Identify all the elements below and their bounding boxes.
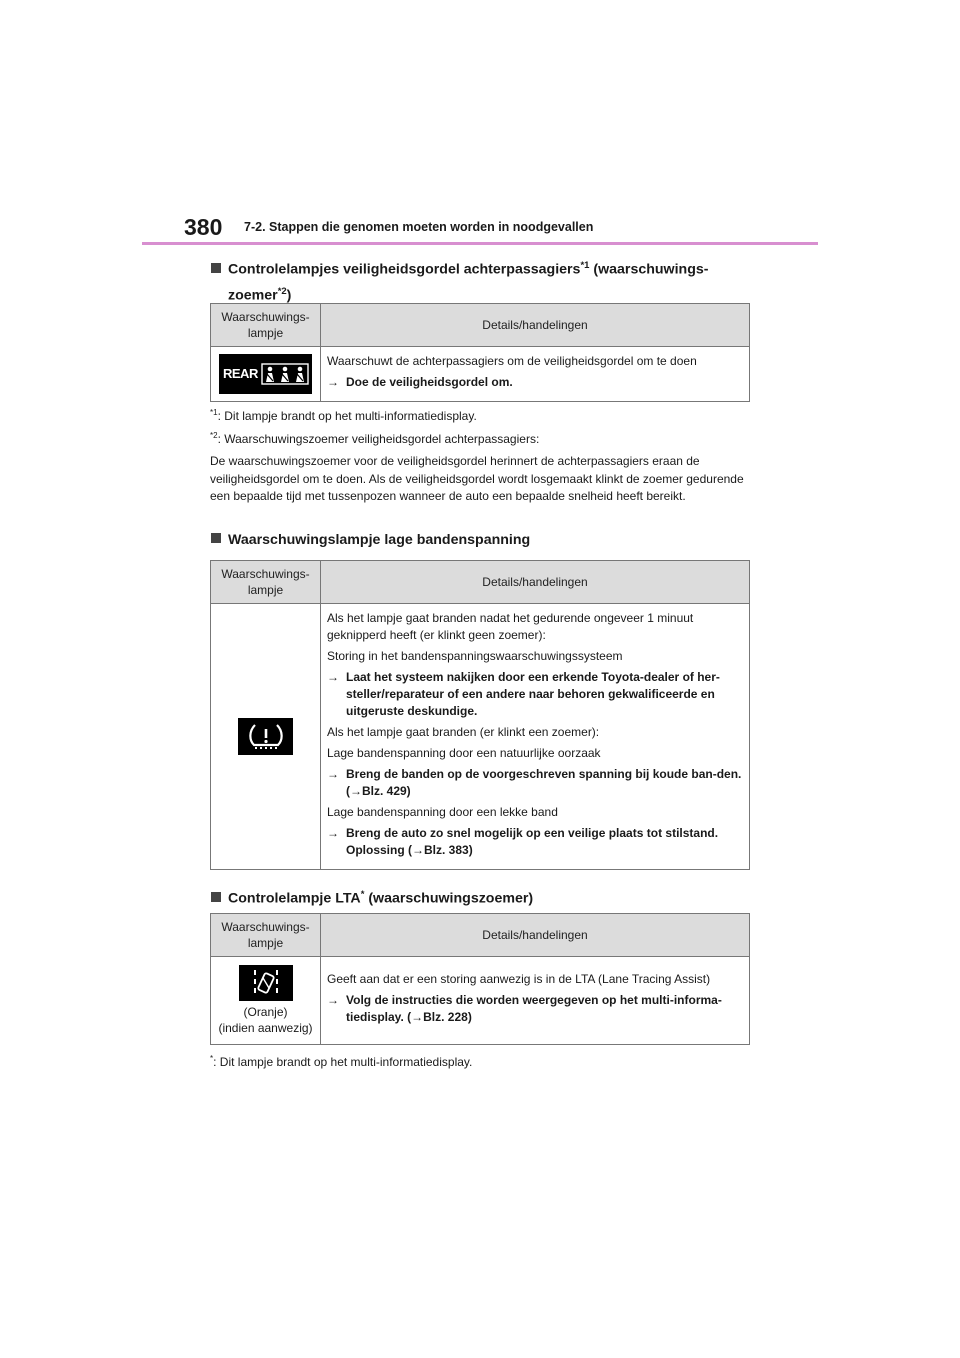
bullet-square-icon (211, 263, 221, 273)
detail-text: Waarschuwt de achterpassagiers om de veiligheidsgordel om te doen (327, 354, 697, 368)
col-header-lamp: Waarschuwings- lampje (211, 304, 321, 347)
col-header-lamp: Waarschuwings- lampje (211, 914, 321, 957)
action-item: → Doe de veiligheidsgordel om. (327, 375, 513, 389)
arrow-icon: → (327, 375, 339, 389)
page-number: 380 (184, 214, 223, 240)
footnote-lta: *: Dit lampje brandt op het multi-informatiedisplay. (210, 1054, 473, 1069)
col-header-lamp: Waarschuwings- lampje (211, 561, 321, 604)
lamp-color-caption: (Oranje) (243, 1005, 288, 1019)
buzzer-description: De waarschuwingszoemer voor de veiligheidsgordel herinnert de achterpassagiers eraan de veiligheidsgordel om te doen. Als de veiligheidsgordel wordt losgemaakt klinkt de zoemer gedurende een bepaalde tijd met tussenpozen wanneer de auto een bepaalde snelheid heeft bereikt. (210, 454, 744, 503)
rear-seatbelt-warning-icon: REAR (219, 354, 312, 394)
col-header-details: Details/handelingen (321, 914, 750, 957)
lta-table (210, 913, 750, 1045)
chapter-title: 7-2. Stappen die genomen moeten worden in noodgevallen (244, 220, 594, 234)
col-header-details: Details/handelingen (321, 561, 750, 604)
header-divider (142, 242, 818, 245)
footnote-1: $^{*1}$: Dit lampje brandt op het multi-informatiedisplay. (210, 408, 477, 423)
detail-text: Geeft aan dat er een storing aanwezig is in de LTA (Lane Tracing Assist) (327, 972, 711, 986)
action-item: → Volg de instructies die worden weergegeven op het multi-informa-tiedisplay. (→Blz. 228) (327, 993, 722, 1024)
arrow-icon: → (327, 767, 339, 781)
col-header-details: Details/handelingen (321, 304, 750, 347)
arrow-icon: → (327, 670, 339, 684)
tire-pressure-warning-icon (238, 718, 293, 755)
section-title-rear-seatbelt: Controlelampjes veiligheidsgordel achterpassagiers$^{*1}$ (waarschuwings- zoemer$^{*2}$) (211, 255, 708, 306)
lamp-availability-caption: (indien aanwezig) (218, 1021, 313, 1035)
rear-seatbelt-table (210, 303, 750, 402)
arrow-icon: → (327, 826, 339, 840)
tire-pressure-table: Waarschuwings- lampje Details/handelingen Als het lampje gaat branden nadat het gedurende ongeveer 1 minuut geknipperd heeft (er klinkt geen zoemer): Storing in het bandenspanningswaarschuwingssysteem → Laat het systeem nakijken door een erkende Toyota-dealer of her-steller/reparateur of een andere naar behoren gekwalificeerde en uitgeruste deskundige. Als het lampje gaat branden (er klinkt een zoemer): Lage bandenspanning door een natuurlijke oorzaak → Breng de banden op de voorgeschreven spanning bij koude ban-den. (→Blz. 429) Lage bandenspanning door een lekke band → Breng de auto zo snel mogelijk op een veilige plaats tot stilstand. Oplossing (→Blz. 383) (210, 560, 750, 870)
action-item: → Laat het systeem nakijken door een erkende Toyota-dealer of her-steller/reparateur of een andere naar behoren gekwalificeerde en uitgeruste deskundige. (327, 670, 720, 718)
arrow-icon: → (327, 993, 339, 1007)
bullet-square-icon (211, 533, 221, 543)
section-title-lta: Controlelampje LTA* (waarschuwingszoemer) (211, 884, 533, 910)
lta-warning-icon (239, 965, 293, 1001)
action-item: → Breng de banden op de voorgeschreven spanning bij koude ban-den. (→Blz. 429) (327, 767, 742, 798)
section-title-tire-pressure: Waarschuwingslampje lage bandenspanning (211, 530, 530, 551)
footnote-2: $^{*2}$: Waarschuwingszoemer veiligheidsgordel achterpassagiers: (210, 431, 540, 446)
action-item: → Breng de auto zo snel mogelijk op een veilige plaats tot stilstand. Oplossing (→Blz. 383) (327, 826, 719, 857)
bullet-square-icon (211, 892, 221, 902)
